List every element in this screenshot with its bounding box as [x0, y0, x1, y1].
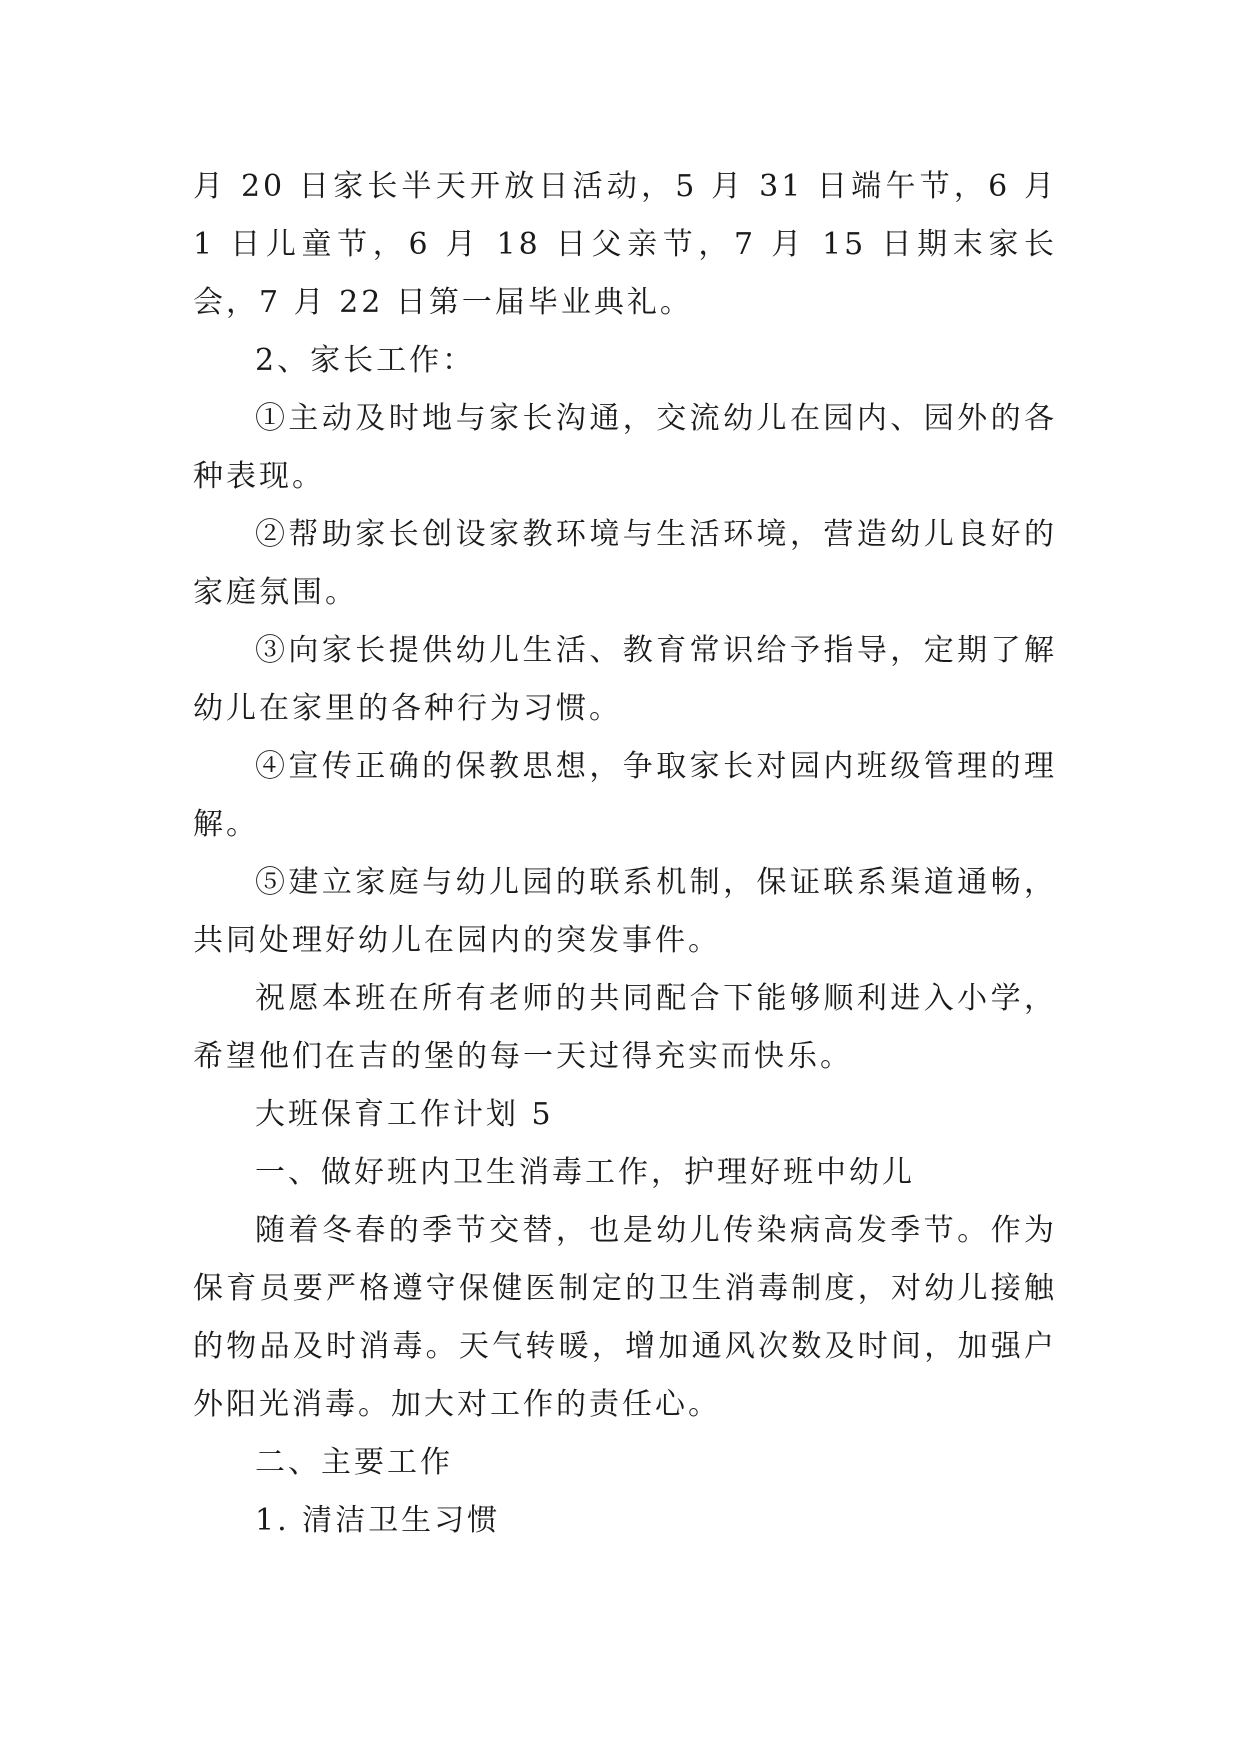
section-title: 大班保育工作计划 5	[255, 1097, 554, 1132]
list-item-5: ⑤建立家庭与幼儿园的联系机制，保证联系渠道通畅，共同处理好幼儿在园内的突发事件。	[193, 865, 1057, 958]
subheading-hygiene-habits: 1. 清洁卫生习惯	[255, 1503, 501, 1538]
heading-section-one: 一、做好班内卫生消毒工作，护理好班中幼儿	[255, 1155, 915, 1190]
document-body	[193, 158, 1057, 1550]
paragraph-wishes: 祝愿本班在所有老师的共同配合下能够顺利进入小学，希望他们在吉的堡的每一天过得充实而快乐。	[193, 981, 1057, 1074]
heading-section-two: 二、主要工作	[255, 1445, 453, 1480]
list-item-3: ③向家长提供幼儿生活、教育常识给予指导，定期了解幼儿在家里的各种行为习惯。	[193, 633, 1057, 726]
list-item-2: ②帮助家长创设家教环境与生活环境，营造幼儿良好的家庭氛围。	[193, 517, 1057, 610]
list-item-4: ④宣传正确的保教思想，争取家长对园内班级管理的理解。	[193, 749, 1057, 842]
paragraph-hygiene: 随着冬春的季节交替，也是幼儿传染病高发季节。作为保育员要严格遵守保健医制定的卫生消毒制度，对幼儿接触的物品及时消毒。天气转暖，增加通风次数及时间，加强户外阳光消毒。加大对工作的责任心。	[193, 1213, 1057, 1422]
heading-parent-work: 2、家长工作：	[255, 343, 476, 378]
paragraph-schedule-continued: 月 20 日家长半天开放日活动，5 月 31 日端午节，6 月 1 日儿童节，6 月 18 日父亲节，7 月 15 日期末家长会，7 月 22 日第一届毕业典礼。	[193, 169, 1057, 320]
list-item-1: ①主动及时地与家长沟通，交流幼儿在园内、园外的各种表现。	[193, 401, 1057, 494]
